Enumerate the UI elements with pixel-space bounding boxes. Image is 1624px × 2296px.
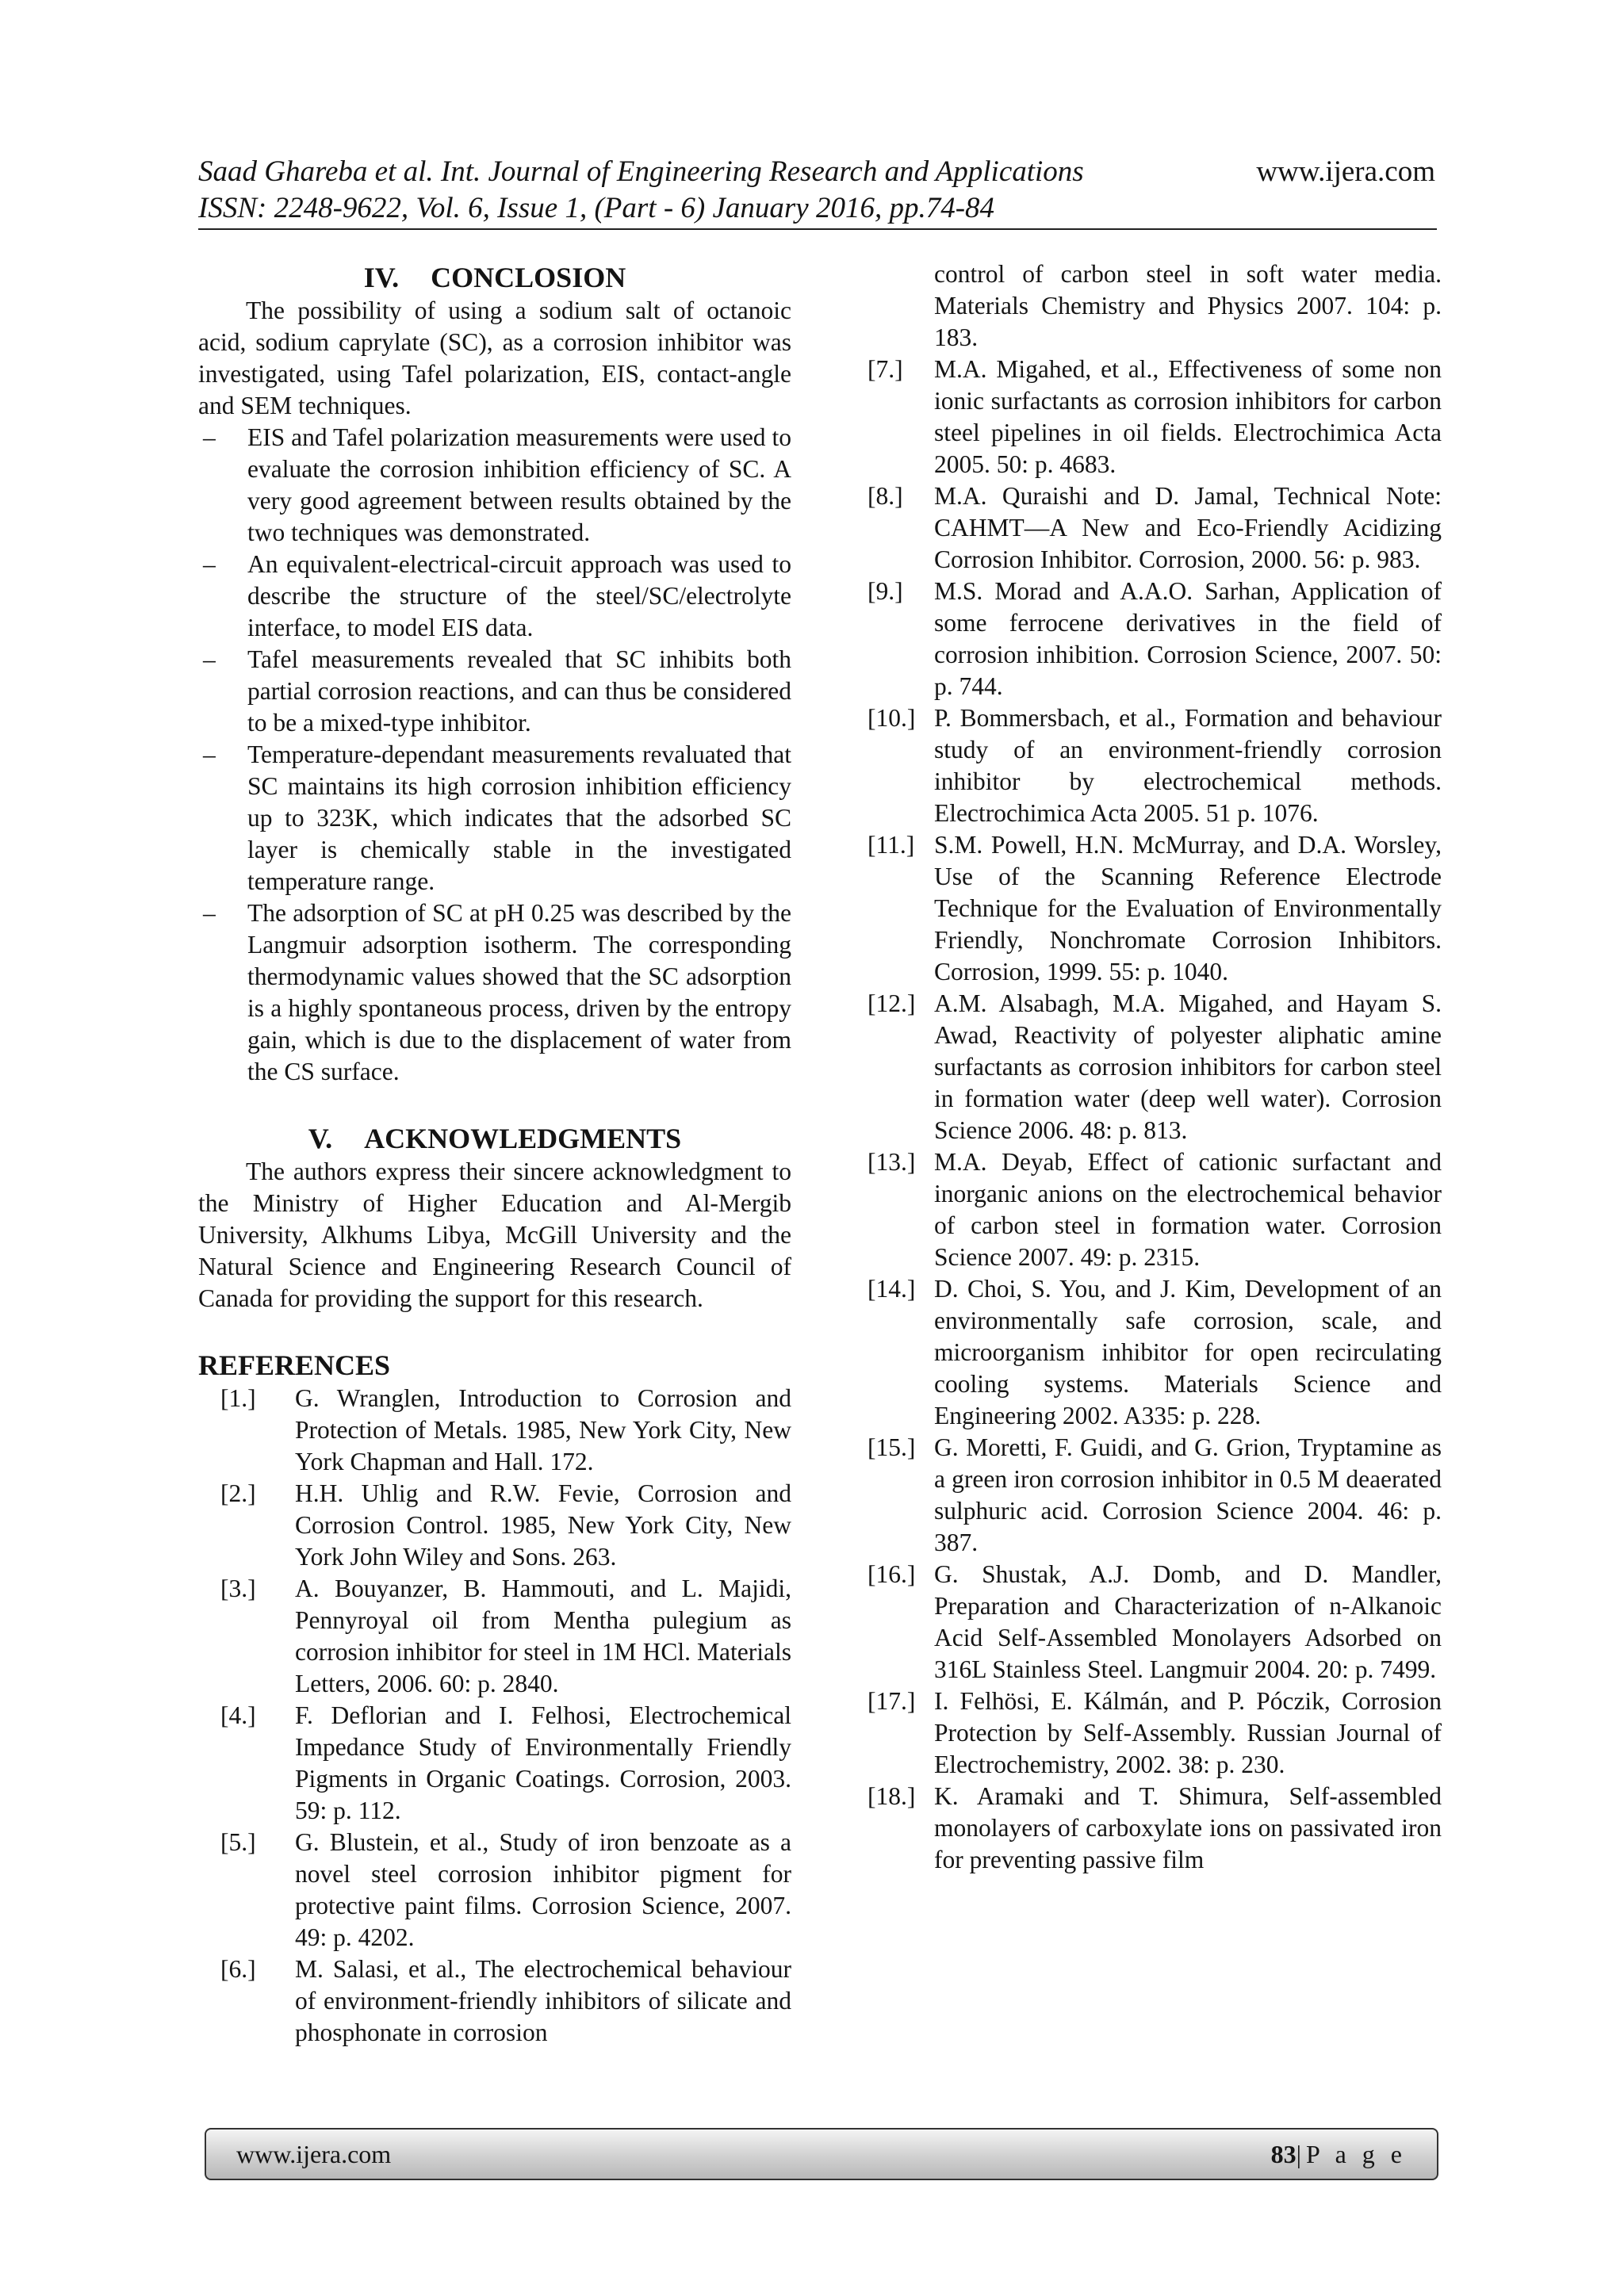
reference-text: G. Blustein, et al., Study of iron benzoate as a novel steel corrosion inhibitor pigment for protective paint films. Corrosion Science, 2007. 49: p. 4202. [295, 1828, 791, 1951]
left-column [198, 258, 791, 2049]
reference-item [868, 480, 1442, 576]
reference-text: A.M. Alsabagh, M.A. Migahed, and Hayam S. Awad, Reactivity of polyester aliphatic amine surfactants as corrosion inhibitors for carbon steel in formation water (deep well water). Corrosion Science 2006. 48: p. 813. [934, 989, 1442, 1144]
bullet-item [198, 897, 791, 1088]
reference-number: [3.] [220, 1575, 256, 1602]
section-title: CONCLOSION [431, 262, 626, 293]
reference-item [868, 576, 1442, 702]
conclusion-heading [198, 260, 791, 295]
reference-item [868, 1146, 1442, 1273]
acknowledgments-heading [198, 1121, 791, 1156]
reference-number: [13.] [868, 1148, 916, 1176]
reference-item [868, 829, 1442, 988]
reference-text: H.H. Uhlig and R.W. Fevie, Corrosion and Corrosion Control. 1985, New York City, New York John Wiley and Sons. 263. [295, 1479, 791, 1571]
reference-item [198, 1573, 791, 1700]
reference-item [198, 1827, 791, 1954]
references-heading: REFERENCES [198, 1349, 391, 1381]
reference-text: M.A. Deyab, Effect of cationic surfactant and inorganic anions on the electrochemical behavior of carbon steel in formation water. Corrosion Science 2007. 49: p. 2315. [934, 1148, 1442, 1271]
reference-number: [4.] [220, 1701, 256, 1729]
reference-number: [17.] [868, 1687, 916, 1715]
reference-number: [8.] [868, 482, 903, 510]
bullet-text: EIS and Tafel polarization measurements were used to evaluate the corrosion inhibition efficiency of SC. A very good agreement between results obtained by the two techniques was demonstrated. [247, 423, 791, 546]
conclusion-intro: The possibility of using a sodium salt of octanoic acid, sodium caprylate (SC), as a corrosion inhibitor was investigated, using Tafel polarization, EIS, contact-angle and SEM techniques. [198, 297, 791, 419]
reference-number: [16.] [868, 1560, 916, 1588]
bullet-item [198, 549, 791, 644]
reference-text: M. Salasi, et al., The electrochemical behaviour of environment-friendly inhibitors of silicate and phosphonate in corrosion [295, 1955, 791, 2046]
reference-number: [11.] [868, 831, 915, 859]
reference-item [198, 1700, 791, 1827]
reference-item [198, 1383, 791, 1478]
bullet-text: Tafel measurements revealed that SC inhibits both partial corrosion reactions, and can thus be considered to be a mixed-type inhibitor. [247, 645, 791, 737]
reference-text: K. Aramaki and T. Shimura, Self-assembled monolayers of carboxylate ions on passivated iron for preventing passive film [934, 1782, 1442, 1873]
reference-number: [10.] [868, 704, 916, 732]
reference-item [868, 1559, 1442, 1686]
reference-number: [18.] [868, 1782, 916, 1810]
dash-bullet-icon: – [203, 550, 216, 578]
bullet-item [198, 739, 791, 897]
reference-item [868, 702, 1442, 829]
right-column [868, 258, 1442, 1876]
reference-number: [14.] [868, 1275, 916, 1303]
reference-text: M.A. Quraishi and D. Jamal, Technical Note: CAHMT—A New and Eco-Friendly Acidizing Corrosion Inhibitor. Corrosion, 2000. 56: p. 983. [934, 482, 1442, 573]
reference-text: G. Shustak, A.J. Domb, and D. Mandler, Preparation and Characterization of n-Alkanoic Acid Self-Assembled Monolayers Adsorbed on 316L Stainless Steel. Langmuir 2004. 20: p. 7499. [934, 1560, 1442, 1683]
reference-item [868, 1273, 1442, 1432]
dash-bullet-icon: – [203, 423, 216, 451]
reference-text: G. Moretti, F. Guidi, and G. Grion, Tryptamine as a green iron corrosion inhibitor in 0.5 M deaerated sulphuric acid. Corrosion Science 2004. 46: p. 387. [934, 1433, 1442, 1556]
bullet-item [198, 422, 791, 549]
reference-text: F. Deflorian and I. Felhosi, Electrochemical Impedance Study of Environmentally Friendly Pigments in Organic Coatings. Corrosion, 2003. 59: p. 112. [295, 1701, 791, 1824]
page-footer [205, 2128, 1438, 2180]
reference-item [198, 1478, 791, 1573]
reference-item [868, 1432, 1442, 1559]
reference-text: A. Bouyanzer, B. Hammouti, and L. Majidi, Pennyroyal oil from Mentha pulegium as corrosion inhibitor for steel in 1M HCl. Materials Letters, 2006. 60: p. 2840. [295, 1575, 791, 1697]
reference-number: [7.] [868, 355, 903, 383]
reference-item [868, 354, 1442, 480]
page-number-value: 83 [1270, 2139, 1297, 2168]
reference-item [868, 1686, 1442, 1781]
reference-number: [9.] [868, 577, 903, 605]
conclusion-bullet-list [198, 422, 791, 1088]
bullet-text: An equivalent-electrical-circuit approach was used to describe the structure of the steel/SC/electrolyte interface, to model EIS data. [247, 550, 791, 641]
reference-number: [1.] [220, 1384, 256, 1412]
reference-list-right [868, 354, 1442, 1876]
running-header [198, 154, 1435, 227]
section-title: ACKNOWLEDGMENTS [364, 1123, 682, 1154]
reference-item [868, 1781, 1442, 1876]
reference-number: [5.] [220, 1828, 256, 1856]
reference-list-left [198, 1383, 791, 2049]
page-label: |P a g e [1296, 2139, 1407, 2168]
page-number [1271, 2140, 1407, 2169]
reference-item [198, 1954, 791, 2049]
dash-bullet-icon: – [203, 645, 216, 673]
reference-number: [15.] [868, 1433, 916, 1461]
reference-text: D. Choi, S. You, and J. Kim, Development of an environmentally safe corrosion, scale, and microorganism inhibitor for open recirculating cooling systems. Materials Science and Engineering 2002. A335: p. 228. [934, 1275, 1442, 1429]
reference-continuation: control of carbon steel in soft water media. Materials Chemistry and Physics 2007. 104: p. 183. [934, 260, 1442, 351]
bullet-item [198, 644, 791, 739]
dash-bullet-icon: – [203, 740, 216, 768]
journal-citation: Saad Ghareba et al. Int. Journal of Engineering Research and Applications [198, 155, 1084, 188]
issn-line: ISSN: 2248-9622, Vol. 6, Issue 1, (Part - 6) January 2016, pp.74-84 [198, 192, 995, 224]
reference-text: M.S. Morad and A.A.O. Sarhan, Application of some ferrocene derivatives in the field of corrosion inhibition. Corrosion Science, 2007. 50: p. 744. [934, 577, 1442, 700]
header-divider [198, 228, 1437, 230]
reference-text: S.M. Powell, H.N. McMurray, and D.A. Worsley, Use of the Scanning Reference Electrode Technique for the Evaluation of Environmentally Friendly, Nonchromate Corrosion Inhibitors. Corrosion, 1999. 55: p. 1040. [934, 831, 1442, 985]
reference-number: [2.] [220, 1479, 256, 1507]
footer-website-link[interactable]: www.ijera.com [236, 2139, 392, 2168]
reference-text: I. Felhösi, E. Kálmán, and P. Póczik, Corrosion Protection by Self-Assembly. Russian Journal of Electrochemistry, 2002. 38: p. 230. [934, 1687, 1442, 1778]
acknowledgments-text: The authors express their sincere acknowledgment to the Ministry of Higher Education and Al-Mergib University, Alkhums Libya, McGill University and the Natural Science and Engineering Research Council of Canada for providing the support for this research. [198, 1158, 791, 1312]
header-website-link[interactable]: www.ijera.com [1256, 155, 1435, 188]
reference-item [868, 988, 1442, 1146]
bullet-text: Temperature-dependant measurements revaluated that SC maintains its high corrosion inhibition efficiency up to 323K, which indicates that the adsorbed SC layer is chemically stable in the investigated temperature range. [247, 740, 791, 895]
bullet-text: The adsorption of SC at pH 0.25 was described by the Langmuir adsorption isotherm. The corresponding thermodynamic values showed that the SC adsorption is a highly spontaneous process, driven by the entropy gain, which is due to the displacement of water from the CS surface. [247, 899, 791, 1085]
reference-text: P. Bommersbach, et al., Formation and behaviour study of an environment-friendly corrosion inhibitor by electrochemical methods. Electrochimica Acta 2005. 51 p. 1076. [934, 704, 1442, 827]
reference-number: [12.] [868, 989, 916, 1017]
section-number: V. [308, 1123, 333, 1154]
reference-text: M.A. Migahed, et al., Effectiveness of some non ionic surfactants as corrosion inhibitors for carbon steel pipelines in oil fields. Electrochimica Acta 2005. 50: p. 4683. [934, 355, 1442, 478]
reference-text: G. Wranglen, Introduction to Corrosion and Protection of Metals. 1985, New York City, New York Chapman and Hall. 172. [295, 1384, 791, 1475]
section-number: IV. [363, 262, 400, 293]
reference-number: [6.] [220, 1955, 256, 1983]
dash-bullet-icon: – [203, 899, 216, 927]
